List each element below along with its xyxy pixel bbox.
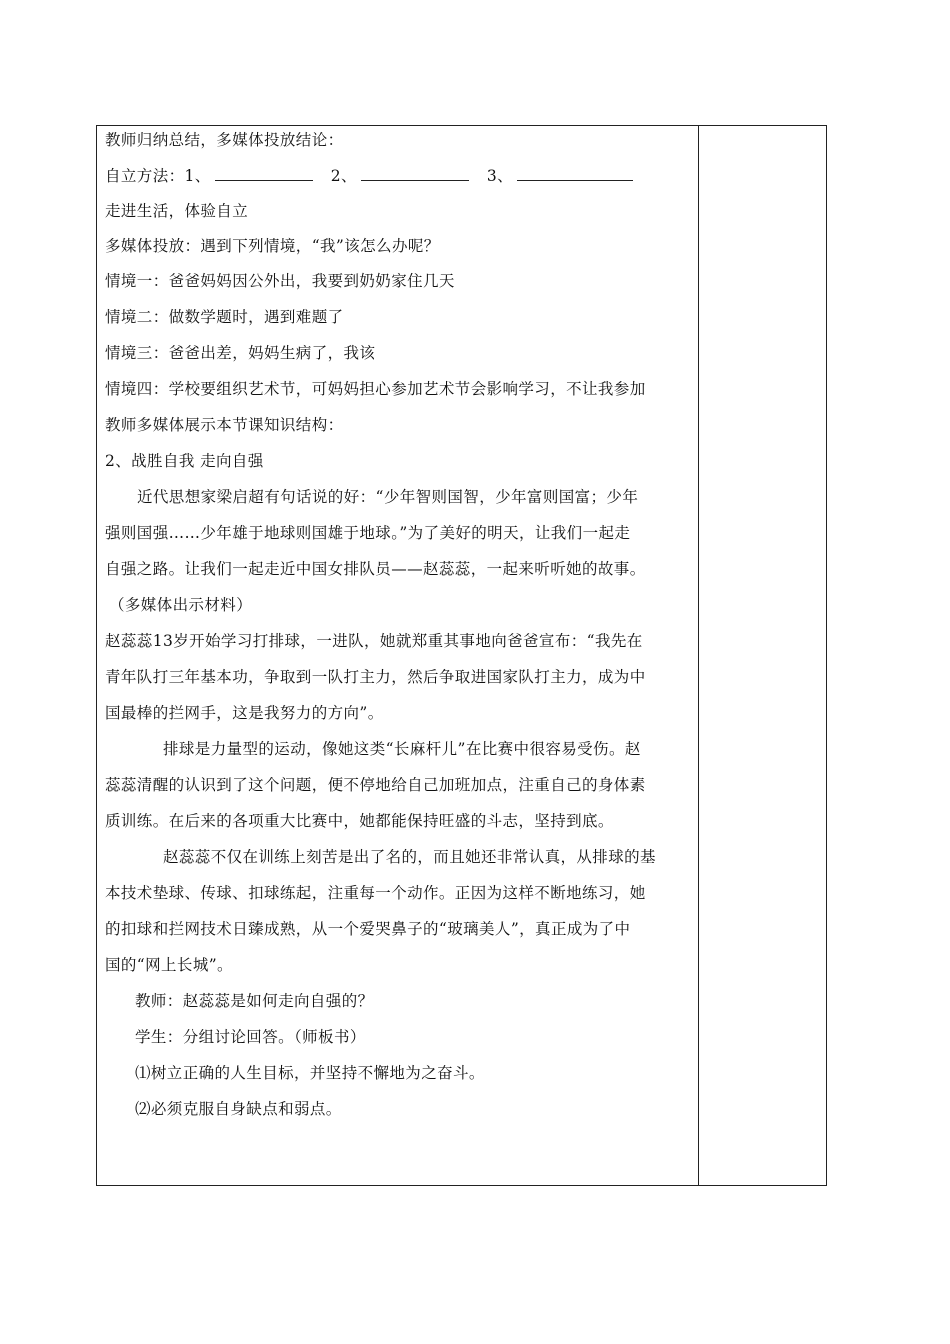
paragraph-line: 排球是力量型的运动，像她这类“长麻杆儿”在比赛中很容易受伤。赵 — [163, 740, 641, 758]
answer-blank — [215, 165, 313, 181]
material-note: （多媒体出示材料） — [109, 596, 253, 614]
scenario-line: 情境四：学校要组织艺术节，可妈妈担心参加艺术节会影响学习，不让我参加 — [105, 380, 646, 398]
dialogue-line: 教师：赵蕊蕊是如何走向自强的？ — [135, 992, 374, 1010]
paragraph-line: 本技术垫球、传球、扣球练起，注重每一个动作。正因为这样不断地练习，她 — [105, 884, 646, 902]
method-number: 1、 — [184, 167, 211, 185]
self-reliance-methods-line — [105, 165, 637, 186]
answer-blank — [517, 165, 633, 181]
conclusion-item: ⑵必须克服自身缺点和弱点。 — [135, 1100, 342, 1118]
scenario-line: 情境一：爸爸妈妈因公外出，我要到奶奶家住几天 — [105, 272, 455, 290]
method-number: 3、 — [486, 167, 514, 185]
text-line: 教师归纳总结，多媒体投放结论： — [105, 131, 344, 149]
method-number: 2、 — [330, 167, 357, 185]
paragraph-line: 国最棒的拦网手，这是我努力的方向”。 — [105, 704, 384, 722]
conclusion-item: ⑴树立正确的人生目标，并坚持不懈地为之奋斗。 — [135, 1064, 485, 1082]
methods-label: 自立方法： — [105, 167, 185, 185]
text-line: 教师多媒体展示本节课知识结构： — [105, 416, 344, 434]
section-heading: 走进生活，体验自立 — [105, 202, 249, 220]
scenario-line: 情境三：爸爸出差，妈妈生病了，我该 — [105, 344, 376, 362]
paragraph-line: 赵蕊蕊13岁开始学习打排球，一进队，她就郑重其事地向爸爸宣布：“我先在 — [105, 632, 643, 650]
paragraph-line: 青年队打三年基本功，争取到一队打主力，然后争取进国家队打主力，成为中 — [105, 668, 646, 686]
paragraph-line: 国的“网上长城”。 — [105, 956, 233, 974]
paragraph-line: 的扣球和拦网技术日臻成熟，从一个爱哭鼻子的“玻璃美人”，真正成为了中 — [105, 920, 631, 938]
paragraph-line: 自强之路。让我们一起走近中国女排队员——赵蕊蕊，一起来听听她的故事。 — [105, 560, 646, 578]
paragraph-line: 质训练。在后来的各项重大比赛中，她都能保持旺盛的斗志，坚持到底。 — [105, 812, 614, 830]
scenario-line: 情境二：做数学题时，遇到难题了 — [105, 308, 344, 326]
paragraph-line: 蕊蕊清醒的认识到了这个问题，便不停地给自己加班加点，注重自己的身体素 — [105, 776, 646, 794]
section-heading: 2、战胜自我 走向自强 — [105, 452, 264, 470]
answer-blank — [361, 165, 469, 181]
text-line: 多媒体投放：遇到下列情境，“我”该怎么办呢？ — [105, 237, 440, 255]
paragraph-line: 近代思想家梁启超有句话说的好：“少年智则国智，少年富则国富；少年 — [137, 488, 639, 506]
paragraph-line: 强则国强……少年雄于地球则国雄于地球。”为了美好的明天，让我们一起走 — [105, 524, 631, 542]
paragraph-line: 赵蕊蕊不仅在训练上刻苦是出了名的，而且她还非常认真，从排球的基 — [163, 848, 656, 866]
dialogue-line: 学生：分组讨论回答。（师板书） — [135, 1028, 366, 1046]
table-column-divider — [698, 125, 699, 1186]
